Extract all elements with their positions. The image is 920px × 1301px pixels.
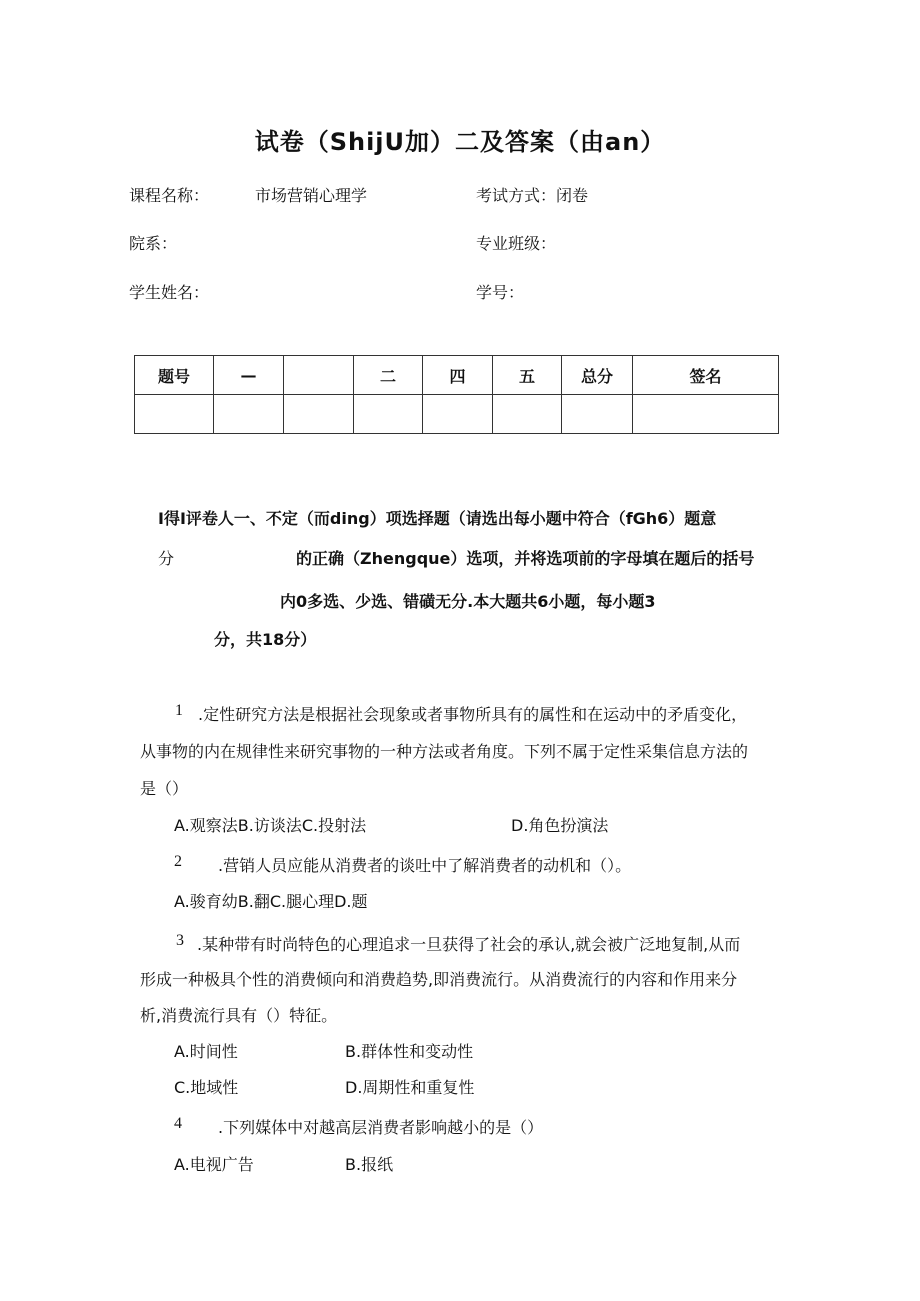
question-2-number: 2: [174, 853, 182, 870]
section-heading-line-2: 的正确（Zhengque）选项，并将选项前的字母填在题后的括号: [296, 549, 755, 568]
question-2-text: .营销人员应能从消费者的谈吐中了解消费者的动机和（）。: [218, 856, 632, 875]
question-3-line-3: 析,消费流行具有（）特征。: [140, 1006, 338, 1025]
header-total: 总分: [562, 356, 633, 395]
score-cell: [135, 395, 214, 434]
question-3-line-2: 形成一种极具个性的消费倾向和消费趋势,即消费流行。从消费流行的内容和作用来分: [140, 970, 738, 989]
header-signature: 签名: [633, 356, 779, 395]
header-part-4: 四: [423, 356, 493, 395]
page-title: 试卷（ShijU加）二及答案（由an）: [254, 128, 666, 156]
score-cell: [214, 395, 284, 434]
question-1-option-d: D.角色扮演法: [511, 816, 609, 835]
score-cell: [493, 395, 562, 434]
question-3-option-c: C.地域性: [174, 1078, 239, 1097]
header-part-1: —: [214, 356, 284, 395]
question-1-number: 1: [175, 702, 183, 719]
question-1-line-2: 从事物的内在规律性来研究事物的一种方法或者角度。下列不属于定性采集信息方法的: [140, 742, 749, 761]
score-cell: [633, 395, 779, 434]
question-3-number: 3: [176, 932, 184, 949]
question-3-option-d: D.周期性和重复性: [345, 1078, 475, 1097]
exam-method-label: 考试方式：: [476, 186, 557, 205]
header-part-2: 二: [354, 356, 423, 395]
course-value: 市场营销心理学: [255, 186, 368, 205]
score-table-header-row: [135, 356, 779, 395]
class-label: 专业班级：: [476, 234, 557, 253]
score-cell: [354, 395, 423, 434]
question-1-line-3: 是（）: [140, 779, 189, 798]
score-cell: [284, 395, 354, 434]
header-question-number: 题号: [135, 356, 214, 395]
score-table: [134, 355, 779, 434]
question-1-line-1: .定性研究方法是根据社会现象或者事物所具有的属性和在运动中的矛盾变化，: [198, 705, 748, 724]
question-4-option-b: B.报纸: [345, 1155, 394, 1174]
question-2-options: A.骏育幼B.翻C.腿心理D.题: [174, 892, 368, 911]
question-3-option-a: A.时间性: [174, 1042, 238, 1061]
question-4-text: .下列媒体中对越高层消费者影响越小的是（）: [218, 1118, 544, 1137]
student-id-label: 学号：: [476, 283, 525, 302]
score-cell: [562, 395, 633, 434]
section-heading-line-4: 分，共18分）: [214, 630, 317, 649]
exam-method-value: 闭卷: [556, 186, 589, 205]
course-label: 课程名称：: [129, 186, 210, 205]
question-4-number: 4: [174, 1115, 182, 1132]
department-label: 院系：: [129, 234, 178, 253]
question-4-option-a: A.电视广告: [174, 1155, 254, 1174]
header-part-5: 五: [493, 356, 562, 395]
question-1-options-abc: A.观察法B.访谈法C.投射法: [174, 816, 367, 835]
score-cell: [423, 395, 493, 434]
question-3-line-1: .某种带有时尚特色的心理追求一旦获得了社会的承认,就会被广泛地复制,从而: [197, 935, 741, 954]
student-name-label: 学生姓名：: [129, 283, 210, 302]
section-score-label: 分: [158, 549, 175, 568]
section-heading-line-1: I得I评卷人一、不定（而ding）项选择题（请选出每小题中符合（fGh6）题意: [158, 509, 717, 528]
question-3-option-b: B.群体性和变动性: [345, 1042, 474, 1061]
score-table-blank-row: [135, 395, 779, 434]
header-part-blank: [284, 356, 354, 395]
section-heading-line-3: 内0多选、少选、错磺无分.本大题共6小题，每小题3: [280, 592, 656, 611]
